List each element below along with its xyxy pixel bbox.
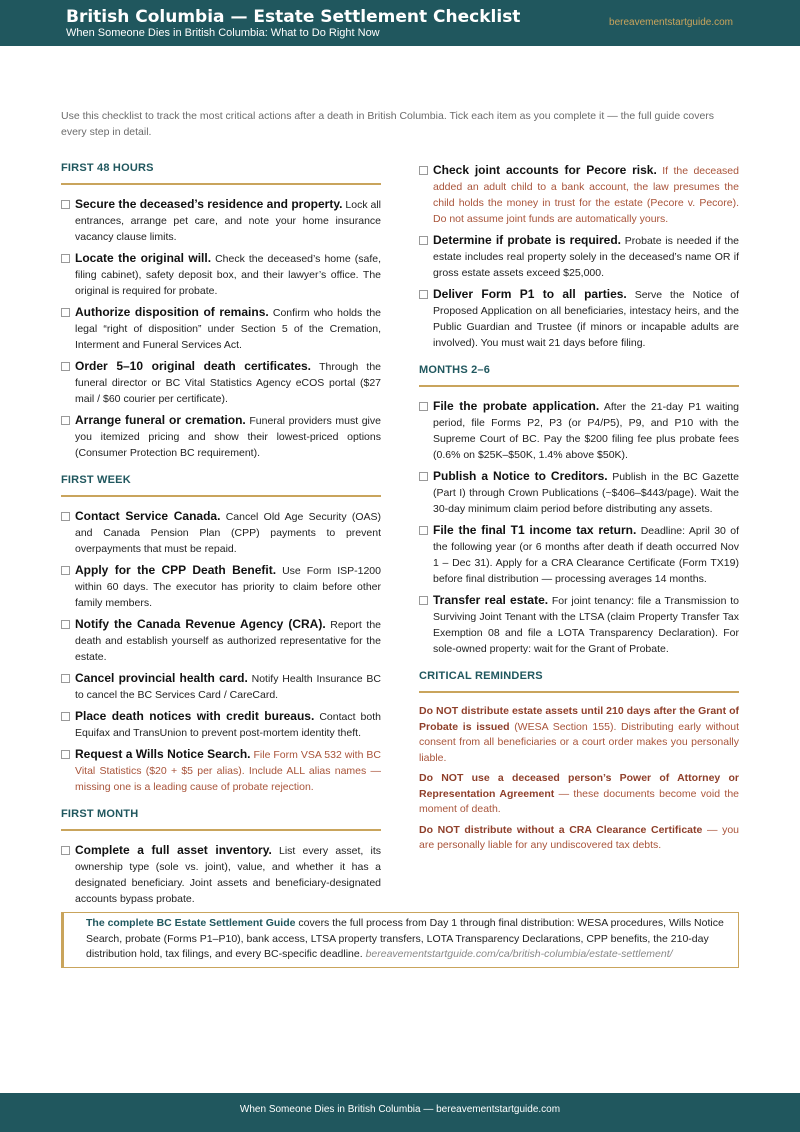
checkbox[interactable] bbox=[61, 620, 70, 629]
checkbox[interactable] bbox=[419, 596, 428, 605]
checkbox[interactable] bbox=[61, 566, 70, 575]
item-description: Check the deceased’s home (safe, filing cabinet), safety deposit box, and their lawyer’s office. The original is required for probate. bbox=[75, 253, 381, 297]
item-description: Through the funeral director or BC Vital Statistics Agency eCOS portal ($27 mail / $60 courier per certificate). bbox=[75, 361, 381, 405]
page-header bbox=[0, 0, 800, 46]
item-description: After the 21-day P1 waiting period, file Forms P2, P3 (or P4/P5), P9, and P10 with the Supreme Court of BC. Pay the $200 filing fee plus probate fees (0.6% on $25K–$50K, 1.4% above $50K). bbox=[433, 401, 739, 461]
reminder-item bbox=[419, 704, 739, 766]
left-column bbox=[61, 162, 381, 912]
checklist-item bbox=[419, 522, 739, 587]
reminder-text: — you are personally liable for any undiscovered tax debts. bbox=[419, 823, 739, 851]
checklist-item bbox=[419, 286, 739, 351]
section-heading: FIRST MONTH bbox=[61, 808, 381, 831]
item-title: Locate the original will. bbox=[75, 251, 212, 265]
checklist-section bbox=[419, 364, 739, 657]
item-description: Use Form ISP-1200 within 60 days. The executor has priority to claim before other family members. bbox=[75, 565, 381, 609]
section-heading: FIRST WEEK bbox=[61, 474, 381, 497]
item-title: Place death notices with credit bureaus. bbox=[75, 709, 315, 723]
item-description: Notify Health Insurance BC to cancel the BC Services Card / CareCard. bbox=[75, 673, 381, 701]
item-title: Deliver Form P1 to all parties. bbox=[433, 287, 627, 301]
item-description: File Form VSA 532 with BC Vital Statistics ($20 + $5 per alias). Include ALL alias names — missing one is a leading cause of probate rejection. bbox=[75, 749, 381, 793]
checkbox[interactable] bbox=[419, 402, 428, 411]
page-footer: When Someone Dies in British Columbia — bereavementstartguide.com bbox=[0, 1093, 800, 1132]
checkbox[interactable] bbox=[61, 254, 70, 263]
item-description: Publish in the BC Gazette (Part I) through Crown Publications (~$406–$443/page). Wait the 30-day minimum claim period before distributing any assets. bbox=[433, 471, 740, 515]
checkbox[interactable] bbox=[419, 526, 428, 535]
item-description: Deadline: April 30 of the following year (or 6 months after death if death occurred Nov 1 – Dec 31). Apply for a CRA Clearance Certificate (Form TX19) before final distribution — processing averages 14 months. bbox=[433, 525, 739, 585]
checkbox[interactable] bbox=[61, 750, 70, 759]
item-title: Cancel provincial health card. bbox=[75, 671, 248, 685]
checklist-section bbox=[61, 162, 381, 461]
section-heading: FIRST 48 HOURS bbox=[61, 162, 381, 185]
reminders-section bbox=[419, 670, 739, 854]
item-title: Transfer real estate. bbox=[433, 593, 549, 607]
checklist-item bbox=[419, 162, 739, 227]
checklist-item bbox=[61, 562, 381, 611]
item-description: Probate is needed if the estate includes real property solely in the deceased’s name OR if gross estate assets exceed $25,000. bbox=[433, 235, 739, 279]
checklist-item bbox=[61, 616, 381, 665]
checklist-item bbox=[61, 250, 381, 299]
reminder-item bbox=[419, 771, 739, 818]
section-heading: CRITICAL REMINDERS bbox=[419, 670, 739, 693]
reminder-text: (WESA Section 155). Distributing early without consent from all beneficiaries or a court order makes you personally liable. bbox=[419, 720, 739, 764]
checkbox[interactable] bbox=[419, 236, 428, 245]
checkbox[interactable] bbox=[61, 362, 70, 371]
item-description: Contact both Equifax and TransUnion to prevent post-mortem identity theft. bbox=[75, 711, 381, 739]
checkbox[interactable] bbox=[61, 712, 70, 721]
item-title: File the probate application. bbox=[433, 399, 600, 413]
checkbox[interactable] bbox=[61, 846, 70, 855]
callout-text: covers the full process from Day 1 through final distribution: WESA procedures, Wills Notice Search, probate (Forms P1–P10), bank access, LTSA property transfers, LOTA Transparency Declarations, CPP benefits, the 210-day distribution hold, tax filings, and every BC-specific deadline. bbox=[86, 917, 724, 960]
page-subtitle: When Someone Dies in British Columbia: What to Do Right Now bbox=[66, 27, 380, 39]
item-title: Determine if probate is required. bbox=[433, 233, 622, 247]
checklist-item bbox=[419, 468, 739, 517]
item-description: List every asset, its ownership type (sole vs. joint), value, and whether it has a designated beneficiary. Joint assets and beneficiary-designated accounts bypass probate. bbox=[75, 845, 382, 905]
checkbox[interactable] bbox=[61, 512, 70, 521]
item-title: Secure the deceased’s residence and property. bbox=[75, 197, 343, 211]
item-title: Check joint accounts for Pecore risk. bbox=[433, 163, 657, 177]
item-title: Apply for the CPP Death Benefit. bbox=[75, 563, 277, 577]
item-description: Serve the Notice of Proposed Application on all beneficiaries, intestacy heirs, and the Public Guardian and Trustee (if minors or incapable adults are involved). You must wait 21 days before filing. bbox=[433, 289, 740, 349]
item-description: Lock all entrances, arrange pet care, and note your home insurance vacancy clause limits. bbox=[75, 199, 381, 243]
guide-callout bbox=[61, 912, 739, 968]
item-description: If the deceased added an adult child to a bank account, the law presumes the child holds the money in trust for the estate (Pecore v. Pecore). Do not assume joint funds are automatically yours. bbox=[433, 165, 739, 225]
intro-text: Use this checklist to track the most critical actions after a death in British Columbia. Tick each item as you complete it — the full guide covers every step in detail. bbox=[61, 110, 715, 138]
item-title: Publish a Notice to Creditors. bbox=[433, 469, 608, 483]
checklist-item bbox=[61, 708, 381, 741]
reminder-emphasis: Do NOT distribute without a CRA Clearance Certificate bbox=[419, 823, 703, 836]
checkbox[interactable] bbox=[61, 674, 70, 683]
checklist-item bbox=[61, 508, 381, 557]
item-title: Arrange funeral or cremation. bbox=[75, 413, 246, 427]
checklist-section bbox=[61, 474, 381, 795]
page-title: British Columbia — Estate Settlement Checklist bbox=[66, 7, 521, 27]
item-title: Contact Service Canada. bbox=[75, 509, 221, 523]
checklist-item bbox=[61, 196, 381, 245]
checklist-item bbox=[61, 412, 381, 461]
item-title: Order 5–10 original death certificates. bbox=[75, 359, 312, 373]
checkbox[interactable] bbox=[419, 472, 428, 481]
item-title: Notify the Canada Revenue Agency (CRA). bbox=[75, 617, 326, 631]
item-title: Authorize disposition of remains. bbox=[75, 305, 269, 319]
checklist-item bbox=[419, 232, 739, 281]
checklist-item bbox=[61, 746, 381, 795]
checkbox[interactable] bbox=[61, 308, 70, 317]
checklist-item bbox=[419, 592, 739, 657]
checklist-item bbox=[61, 304, 381, 353]
callout-url[interactable]: bereavementstartguide.com/ca/british-columbia/estate-settlement/ bbox=[365, 948, 673, 960]
right-column bbox=[419, 162, 739, 859]
checklist-item bbox=[61, 842, 381, 907]
reminder-item bbox=[419, 823, 739, 854]
checklist-item bbox=[419, 398, 739, 463]
item-description: Report the death and establish yourself as authorized representative for the estate. bbox=[75, 619, 382, 663]
item-description: Confirm who holds the legal “right of disposition” under Section 5 of the Cremation, Interment and Funeral Services Act. bbox=[75, 307, 382, 351]
checklist-item bbox=[61, 670, 381, 703]
section-heading: MONTHS 2–6 bbox=[419, 364, 739, 387]
reminder-text: — these documents become void the moment of death. bbox=[419, 787, 740, 815]
checklist-section bbox=[61, 808, 381, 907]
checkbox[interactable] bbox=[61, 200, 70, 209]
item-title: File the final T1 income tax return. bbox=[433, 523, 637, 537]
header-site-link[interactable]: bereavementstartguide.com bbox=[609, 17, 733, 28]
checklist-item bbox=[61, 358, 381, 407]
item-description: Cancel Old Age Security (OAS) and Canada Pension Plan (CPP) payments to prevent overpayments that must be repaid. bbox=[75, 511, 381, 555]
reminder-emphasis: Do NOT distribute estate assets until 210 days after the Grant of Probate is issued bbox=[419, 705, 739, 733]
checkbox[interactable] bbox=[61, 416, 70, 425]
checkbox[interactable] bbox=[419, 290, 428, 299]
reminder-emphasis: Do NOT use a deceased person’s Power of Attorney or Representation Agreement bbox=[419, 772, 739, 800]
item-description: Funeral providers must give you itemized pricing and show their lowest-priced options (Consumer Protection BC requirement). bbox=[75, 415, 381, 459]
callout-lead: The complete BC Estate Settlement Guide bbox=[86, 917, 296, 929]
item-description: For joint tenancy: file a Transmission to Surviving Joint Tenant with the LTSA (claim Property Transfer Tax Exemption 08 and file a LOTA Transparency Declaration). For sole-owned property: wait for the Grant of Probate. bbox=[433, 595, 739, 655]
item-title: Request a Wills Notice Search. bbox=[75, 747, 251, 761]
item-title: Complete a full asset inventory. bbox=[75, 843, 272, 857]
checkbox[interactable] bbox=[419, 166, 428, 175]
